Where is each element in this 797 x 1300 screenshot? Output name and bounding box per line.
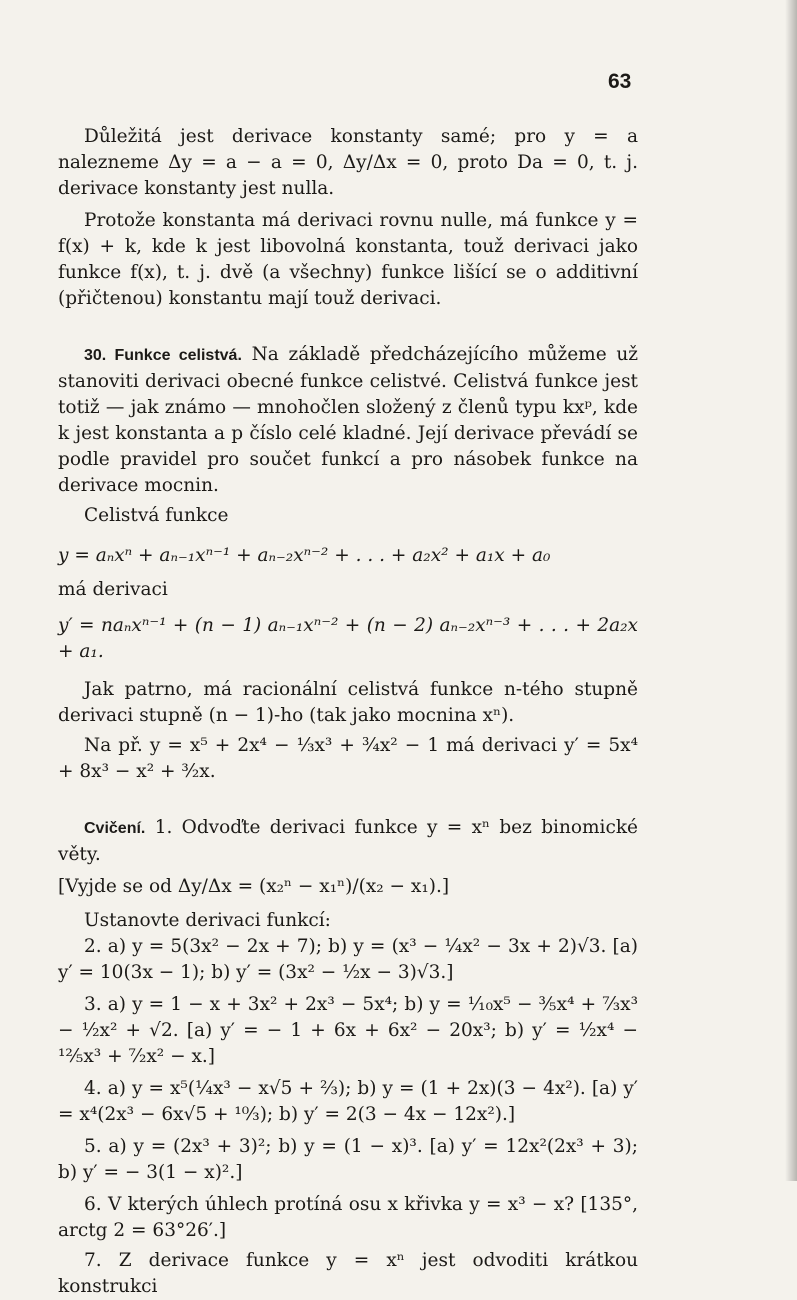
polynomial-formula: y = aₙxⁿ + aₙ₋₁xⁿ⁻¹ + aₙ₋₂xⁿ⁻² + . . . + a₂x² + a₁x + a₀ bbox=[58, 545, 551, 566]
paragraph-constant-derivative: Důležitá jest derivace konstanty samé; pro y = a nalezneme Δy = a − a = 0, Δy/Δx = 0, proto Da = 0, t. j. derivace konstanty jest nulla. bbox=[58, 126, 638, 199]
exercise-1-hint: [Vyjde se od Δy/Δx = (x₂ⁿ − x₁ⁿ)/(x₂ − x₁).] bbox=[58, 876, 450, 897]
exercise-1 bbox=[58, 815, 638, 868]
exercise-7: 7. Z derivace funkce y = xⁿ jest odvoditi krátkou konstrukci bbox=[58, 1250, 638, 1297]
exercise-3: 3. a) y = 1 − x + 3x² + 2x³ − 5x⁴; b) y = ¹⁄₁₀x⁵ − ⅗x⁴ + ⁷⁄₃x³ − ½x² + √2. [a) y′ = − 1 + 6x + 6x² − 20x³; b) y′ = ½x⁴ − ¹²⁄₅x³ + ⁷⁄₂x² − x.] bbox=[58, 994, 638, 1067]
exercise-1-text: 1. Odvoďte derivaci funkce y = xⁿ bez binomické věty. bbox=[58, 817, 638, 865]
exercises-heading: Cvičení. bbox=[84, 820, 146, 837]
paragraph-example: Na př. y = x⁵ + 2x⁴ − ⅓x³ + ¾x² − 1 má derivaci y′ = 5x⁴ + 8x³ − x² + ³⁄₂x. bbox=[58, 735, 638, 782]
section-30 bbox=[58, 342, 638, 499]
exercise-6: 6. V kterých úhlech protíná osu x křivka y = x³ − x? [135°, arctg 2 = 63°26′.] bbox=[58, 1194, 638, 1241]
section-heading: 30. Funkce celistvá. bbox=[84, 347, 242, 364]
exercise-5: 5. a) y = (2x³ + 3)²; b) y = (1 − x)³. [a) y′ = 12x²(2x³ + 3); b) y′ = − 3(1 − x)².] bbox=[58, 1136, 638, 1183]
ma-derivaci-label: má derivaci bbox=[58, 579, 168, 600]
celistva-label: Celistvá funkce bbox=[84, 505, 229, 526]
exercise-4: 4. a) y = x⁵(¼x³ − x√5 + ⅔); b) y = (1 + 2x)(3 − 4x²). [a) y′ = x⁴(2x³ − 6x√5 + ¹⁰⁄₃); b) y′ = 2(3 − 4x − 12x²).] bbox=[58, 1078, 638, 1125]
ustanovte-label: Ustanovte derivaci funkcí: bbox=[84, 910, 331, 931]
main-text bbox=[58, 124, 638, 1300]
page-edge-shadow bbox=[785, 0, 797, 1181]
paragraph-additive-constant: Protože konstanta má derivaci rovnu nulle, má funkce y = f(x) + k, kde k jest libovolná konstanta, touž derivaci jako funkce f(x), t. j. dvě (a všechny) funkce lišící se o additivní (přičtenou) konstantu mají touž derivaci. bbox=[58, 210, 638, 309]
page-number: 63 bbox=[608, 70, 632, 93]
paragraph-degree: Jak patrno, má racionální celistvá funkce n-tého stupně derivaci stupně (n − 1)-ho (tak jako mocnina xⁿ). bbox=[58, 679, 638, 726]
section-text: Na základě předcházejícího můžeme už stanoviti derivaci obecné funkce celistvé. Celistvá funkce jest totiž — jak známo — mnohočlen složený z členů typu kxᵖ, kde k jest konstanta a p číslo celé kladné. Její derivace převádí se podle pravidel pro součet funkcí a pro násobek funkce na derivace mocnin. bbox=[58, 344, 639, 496]
derivative-formula: y′ = naₙxⁿ⁻¹ + (n − 1) aₙ₋₁xⁿ⁻² + (n − 2) aₙ₋₂xⁿ⁻³ + . . . + 2a₂x + a₁. bbox=[58, 615, 638, 662]
exercise-2: 2. a) y = 5(3x² − 2x + 7); b) y = (x³ − ¼x² − 3x + 2)√3. [a) y′ = 10(3x − 1); b) y′ = (3x² − ½x − 3)√3.] bbox=[58, 936, 638, 983]
